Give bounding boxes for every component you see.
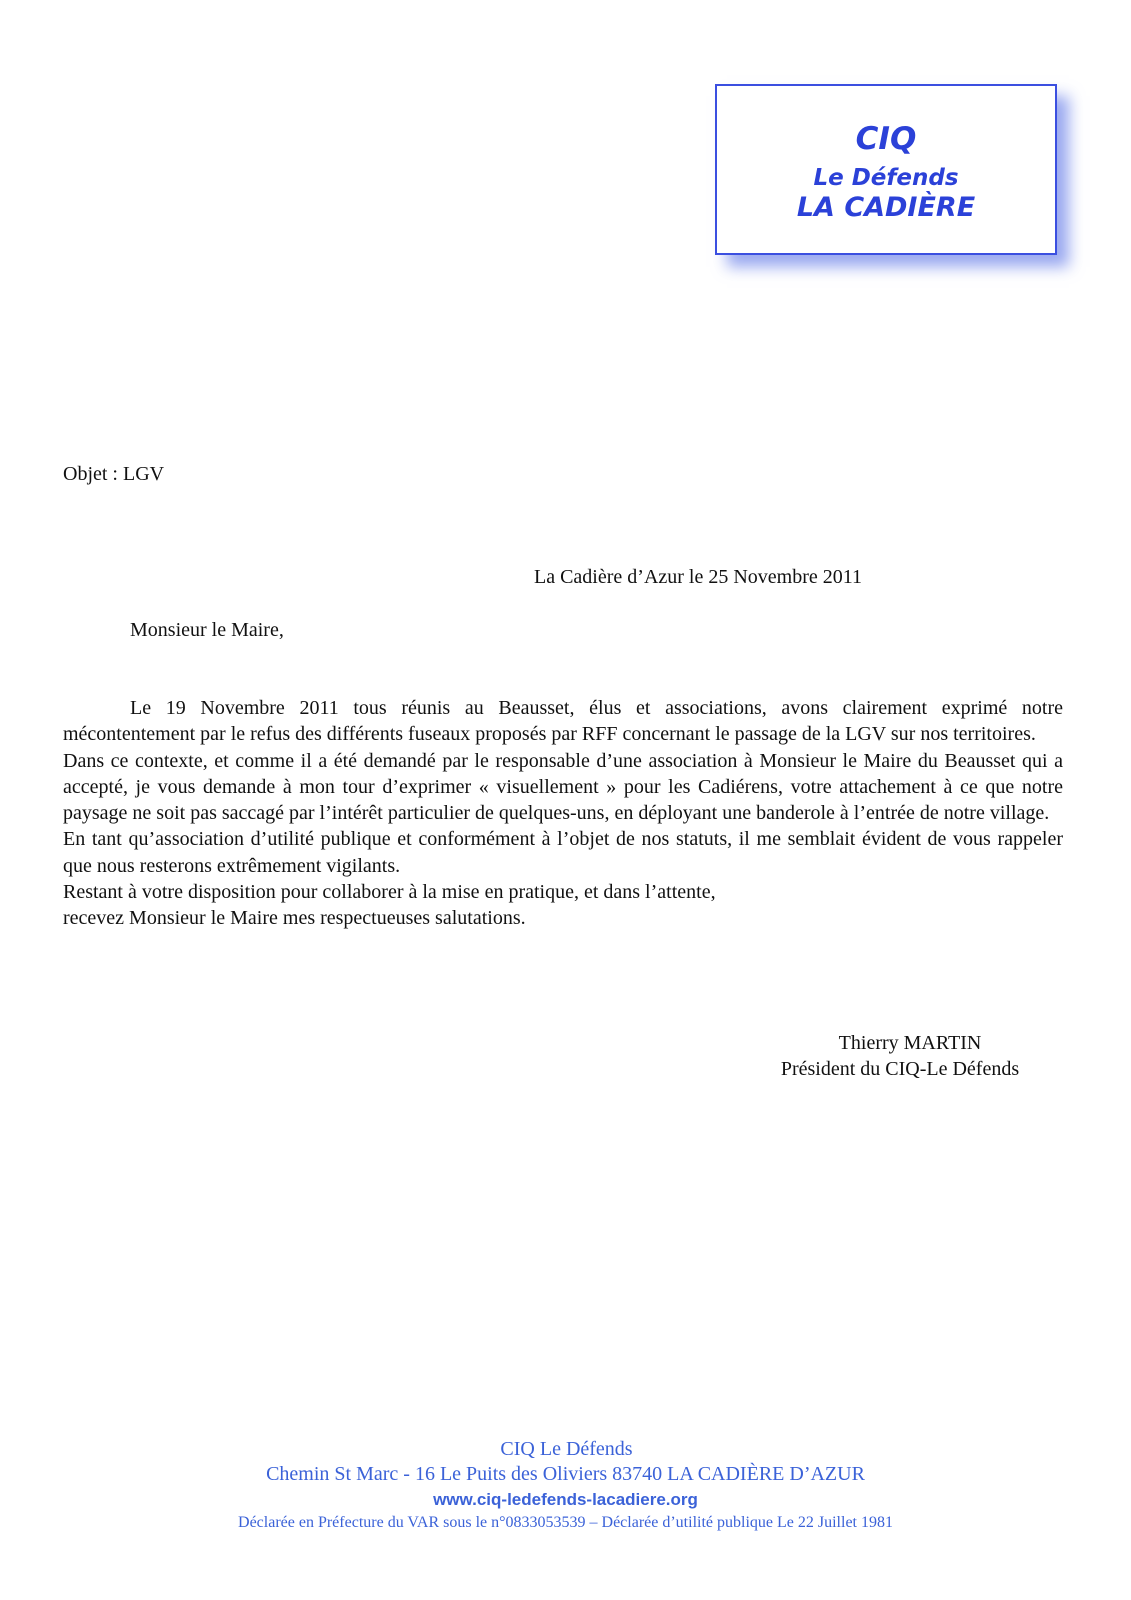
- body-paragraph: En tant qu’association d’utilité publique et conformément à l’objet de nos statuts, il me semblait évident de vous rappeler que nous resterons extrêmement vigilants.: [63, 828, 1063, 877]
- letter-salutation: Monsieur le Maire,: [130, 619, 284, 641]
- footer-registration: Déclarée en Préfecture du VAR sous le n°0833053539 – Déclarée d’utilité publique Le 22 Juillet 1981: [238, 1514, 893, 1531]
- letter-subject: Objet : LGV: [63, 463, 165, 485]
- footer-org: CIQ Le Défends: [500, 1438, 633, 1460]
- letterhead-logo: [715, 84, 1057, 255]
- page-footer: [0, 1437, 1131, 1534]
- letterhead-town: LA CADIÈRE: [796, 192, 976, 223]
- letterhead-title: CIQ: [855, 121, 917, 157]
- signature-block: [740, 1030, 1060, 1082]
- footer-website-link[interactable]: www.ciq-ledefends-lacadiere.org: [433, 1490, 698, 1509]
- footer-address: Chemin St Marc - 16 Le Puits des Oliviers 83740 LA CADIÈRE D’AZUR: [266, 1463, 865, 1485]
- body-paragraph: Le 19 Novembre 2011 tous réunis au Beausset, élus et associations, avons clairement exprimé notre mécontentement par le refus des différents fuseaux proposés par RFF concernant le passage de la LGV sur nos territoires.: [63, 697, 1063, 746]
- letterhead-subtitle: Le Défends: [813, 165, 959, 191]
- body-paragraph: recevez Monsieur le Maire mes respectueuses salutations.: [63, 907, 526, 930]
- signature-title: Président du CIQ-Le Défends: [780, 1058, 1020, 1080]
- body-paragraph: Dans ce contexte, et comme il a été demandé par le responsable d’une association à Monsieur le Maire du Beausset qui a accepté, je vous demande à mon tour d’exprimer « visuellement » pour les Cadiérens, votre attachement à ce que notre paysage ne soit pas saccagé par l’intérêt particulier de quelques-uns, en déployant une banderole à l’entrée de notre village.: [63, 749, 1063, 825]
- signature-name: Thierry MARTIN: [838, 1032, 982, 1054]
- letter-body: [63, 695, 1063, 932]
- letter-dateline: La Cadière d’Azur le 25 Novembre 2011: [534, 566, 863, 588]
- body-paragraph: Restant à votre disposition pour collaborer à la mise en pratique, et dans l’attente,: [63, 881, 716, 904]
